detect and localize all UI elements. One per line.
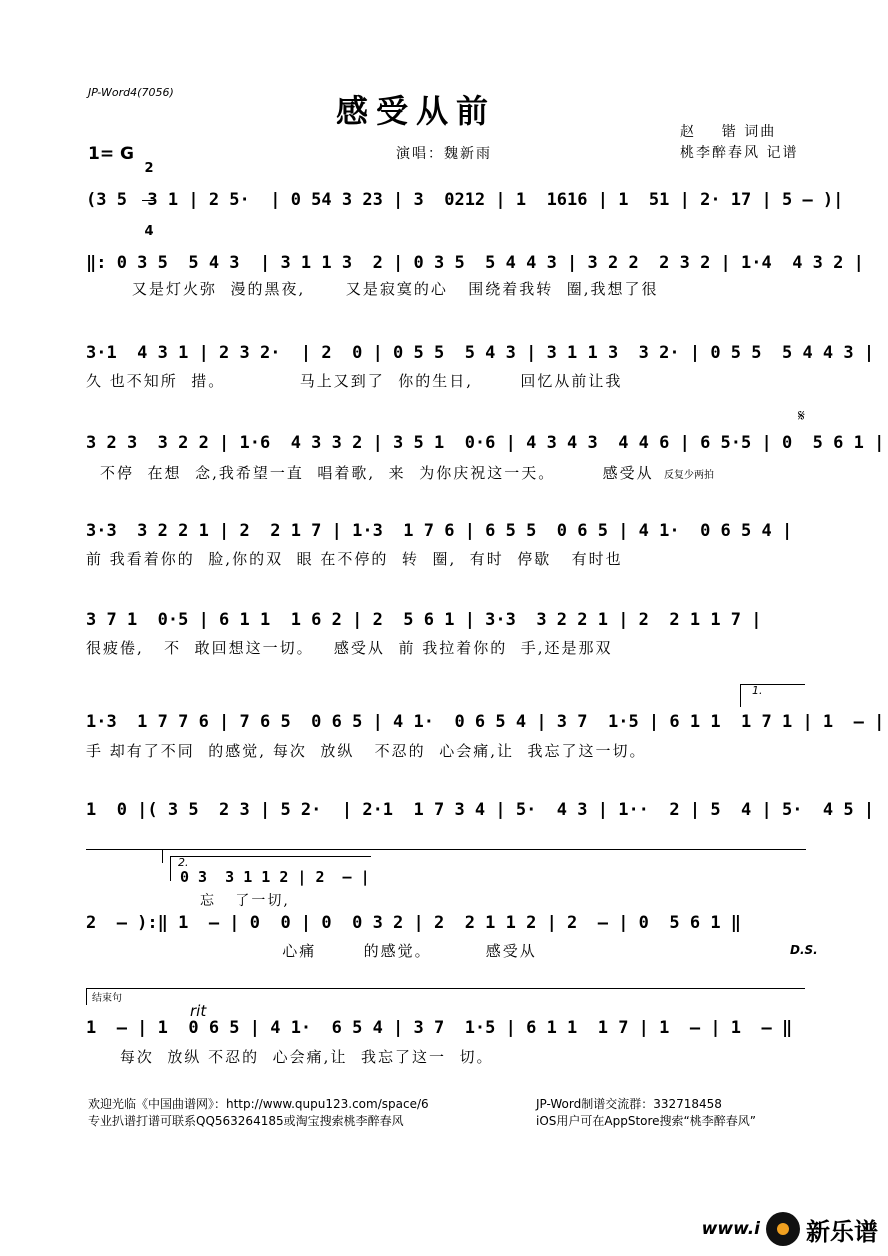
time-sig-top: 2: [144, 161, 154, 176]
footer-website: 欢迎光临《中国曲谱网》：http://www.qupu123.com/space/6: [88, 1097, 429, 1111]
score-row-2-lyrics: 又是灯火弥 漫的黑夜, 又是寂寞的心 围绕着我转 圈,我想了很: [132, 280, 659, 298]
record-disc-icon: [766, 1212, 800, 1246]
score-volta-notes: 0 3 3 1 1 2 | 2 – |: [180, 868, 370, 886]
song-title: 感受从前: [336, 92, 497, 130]
score-row-9-lyrics: 心痛 的感觉。 感受从: [86, 942, 537, 960]
score-row-8-notes: 1 0 |( 3 5 2 3 | 5 2· | 2·1 1 7 3 4 | 5· 4 3 | 1·· 2 | 5 4 | 5· 4 5 |: [86, 800, 875, 820]
score-row-5-lyrics: 前 我看着你的 脸,你的双 眼 在不停的 转 圈, 有时 停歇 有时也: [86, 550, 623, 568]
software-label: JP-Word4(7056): [88, 86, 174, 99]
score-row-4-lyrics: 不停 在想 念,我希望一直 唱着歌, 来 为你庆祝这一天。 感受从: [100, 464, 654, 482]
volta-1-bracket: [740, 684, 805, 707]
watermark-url: www.i: [701, 1219, 760, 1239]
composer-credit: 赵 锴 词曲: [680, 124, 777, 140]
score-row-10-lyrics: 每次 放纵 不忍的 心会痛,让 我忘了这一 切。: [86, 1048, 494, 1066]
score-row-9-notes: 2 – ):‖ 1 – | 0 0 | 0 0 3 2 | 2 2 1 1 2 | 2 – | 0 5 6 1 ‖: [86, 913, 742, 933]
score-volta-lyrics: 忘 了一切,: [200, 893, 290, 909]
footer-ios: iOS用户可在AppStore搜索“桃李醉春风”: [536, 1114, 756, 1128]
ds-marking: D.S.: [790, 943, 818, 957]
watermark-brand: 新乐谱: [806, 1217, 878, 1246]
key-signature: 1= G: [88, 144, 134, 164]
score-row-3-lyrics: 久 也不知所 措。 马上又到了 你的生日, 回忆从前让我: [86, 372, 623, 390]
footer-contact: 专业扒谱打谱可联系QQ563264185或淘宝搜索桃李醉春风: [88, 1114, 404, 1128]
volta-2-label: 2.: [178, 856, 189, 869]
footer-group: JP-Word制谱交流群：332718458: [536, 1097, 722, 1111]
volta-1-label: 1.: [752, 684, 763, 697]
score-row-2-notes: ‖: 0 3 5 5 4 3 | 3 1 1 3 2 | 0 3 5 5 4 4 3 | 3 2 2 2 3 2 | 1·4 4 3 2 |: [86, 253, 864, 273]
score-row-4-notes: 3 2 3 3 2 2 | 1·6 4 3 3 2 | 3 5 1 0·6 | 4 3 4 3 4 4 6 | 6 5·5 | 0 5 6 1 |: [86, 433, 885, 453]
score-row-7-notes: 1·3 1 7 7 6 | 7 6 5 0 6 5 | 4 1· 0 6 5 4 | 3 7 1·5 | 6 1 1 1 7 1 | 1 – |: [86, 712, 885, 732]
score-row-6-lyrics: 很疲倦, 不 敢回想这一切。 感受从 前 我拉着你的 手,还是那双: [86, 639, 613, 657]
score-row-10-notes: 1 – | 1 0 6 5 | 4 1· 6 5 4 | 3 7 1·5 | 6 1 1 1 7 | 1 – | 1 – ‖: [86, 1018, 793, 1038]
time-sig-bottom: 4: [144, 224, 154, 239]
section-divider-top: [86, 849, 806, 850]
score-row-6-notes: 3 7 1 0·5 | 6 1 1 1 6 2 | 2 5 6 1 | 3·3 3 2 2 1 | 2 2 1 1 7 |: [86, 610, 762, 630]
score-row-5-notes: 3·3 3 2 2 1 | 2 2 1 7 | 1·3 1 7 6 | 6 5 5 0 6 5 | 4 1· 0 6 5 4 |: [86, 521, 793, 541]
score-row-3-notes: 3·1 4 3 1 | 2 3 2· | 2 0 | 0 5 5 5 4 3 | 3 1 1 3 3 2· | 0 5 5 5 4 4 3 |: [86, 343, 875, 363]
volta-2-start-line: [162, 849, 163, 863]
score-row-1-notes: (3 5 3 1 | 2 5· | 0 54 3 23 | 3 0212 | 1 1616 | 1 51 | 2· 17 | 5 – )|: [86, 190, 844, 210]
transcriber-credit: 桃李醉春风 记谱: [680, 145, 799, 161]
repeat-note-label: 反复少两拍: [664, 470, 714, 481]
score-row-7-lyrics: 手 却有了不同 的感觉, 每次 放纵 不忍的 心会痛,让 我忘了这一切。: [86, 742, 647, 760]
rit-marking: rit: [190, 1002, 207, 1020]
singer-credit: 演唱：魏新雨: [396, 146, 492, 162]
site-watermark: [702, 1210, 878, 1248]
segno-sign: 𝄋: [798, 406, 805, 425]
ending-label: 结束句: [92, 993, 122, 1004]
